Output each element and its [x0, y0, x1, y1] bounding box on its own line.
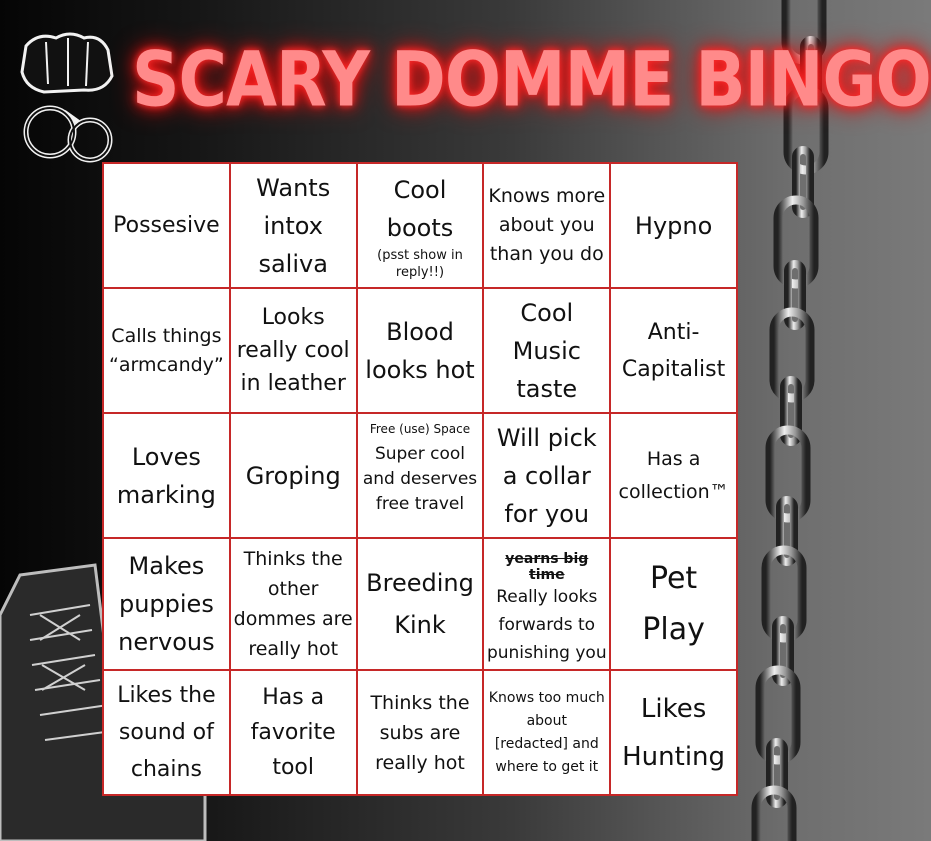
bingo-cell[interactable]	[611, 539, 736, 669]
cell-text: Makes puppies nervous	[118, 552, 215, 656]
cell-text: Looks really cool in leather	[236, 305, 350, 396]
page-title: SCARY DOMME BINGO	[132, 35, 931, 124]
cell-note: (psst show in reply!!)	[377, 247, 463, 280]
bingo-cell[interactable]	[231, 671, 356, 794]
cell-text: Blood looks hot	[365, 317, 475, 384]
bingo-cell[interactable]	[484, 671, 609, 794]
bingo-cell[interactable]	[484, 289, 609, 412]
bingo-cell[interactable]	[611, 164, 736, 287]
bingo-cell[interactable]	[358, 539, 483, 669]
bingo-cell[interactable]	[231, 539, 356, 669]
cell-text: Groping	[245, 461, 341, 490]
cell-text: Hypno	[634, 211, 713, 240]
free-space-cell[interactable]	[358, 414, 483, 537]
bingo-cell[interactable]	[104, 289, 229, 412]
cell-text: Possesive	[113, 213, 220, 238]
cell-text: Really looks forwards to punishing you	[486, 587, 607, 663]
cell-text: Has a favorite tool	[250, 685, 336, 780]
cell-text: Thinks the subs are really hot	[370, 691, 470, 774]
bingo-cell[interactable]	[358, 671, 483, 794]
bingo-cell[interactable]	[611, 414, 736, 537]
bingo-cell[interactable]	[231, 289, 356, 412]
cell-text: Breeding Kink	[366, 569, 474, 639]
cell-text: Knows more about you than you do	[488, 185, 606, 265]
bingo-cell[interactable]	[104, 539, 229, 669]
fist-handcuffs-icon	[8, 28, 126, 163]
cell-text: Cool boots	[386, 175, 454, 242]
free-space-label: Free (use) Space	[369, 422, 471, 436]
struck-text: yearns big time	[505, 551, 589, 583]
cell-text: Calls things “armcandy”	[109, 324, 224, 376]
bingo-cell[interactable]	[231, 164, 356, 287]
bingo-grid	[102, 162, 738, 796]
cell-text: Super cool and deserves free travel	[362, 444, 478, 514]
cell-text: Has a collection™	[618, 447, 729, 503]
bingo-cell[interactable]	[231, 414, 356, 537]
bingo-cell[interactable]	[104, 414, 229, 537]
bingo-cell[interactable]	[611, 289, 736, 412]
cell-text: Likes the sound of chains	[117, 683, 216, 782]
cell-text: Anti- Capitalist	[621, 319, 726, 382]
bingo-cell[interactable]	[484, 164, 609, 287]
bingo-cell[interactable]	[104, 671, 229, 794]
cell-text: Wants intox saliva	[256, 173, 331, 278]
bingo-cell[interactable]	[358, 289, 483, 412]
cell-text: Will pick a collar for you	[496, 423, 597, 528]
cell-text: Pet Play	[642, 561, 705, 647]
cell-text: Loves marking	[116, 442, 216, 509]
cell-text: Likes Hunting	[622, 693, 726, 772]
bingo-cell[interactable]	[358, 164, 483, 287]
cell-text: Thinks the other dommes are really hot	[233, 548, 353, 660]
bingo-cell[interactable]	[484, 539, 609, 669]
chain-icon	[726, 0, 841, 841]
cell-text: Cool Music taste	[512, 298, 581, 403]
bingo-cell[interactable]	[484, 414, 609, 537]
bingo-cell[interactable]	[104, 164, 229, 287]
cell-text: Knows too much about [redacted] and where to get it	[488, 689, 605, 775]
bingo-cell[interactable]	[611, 671, 736, 794]
